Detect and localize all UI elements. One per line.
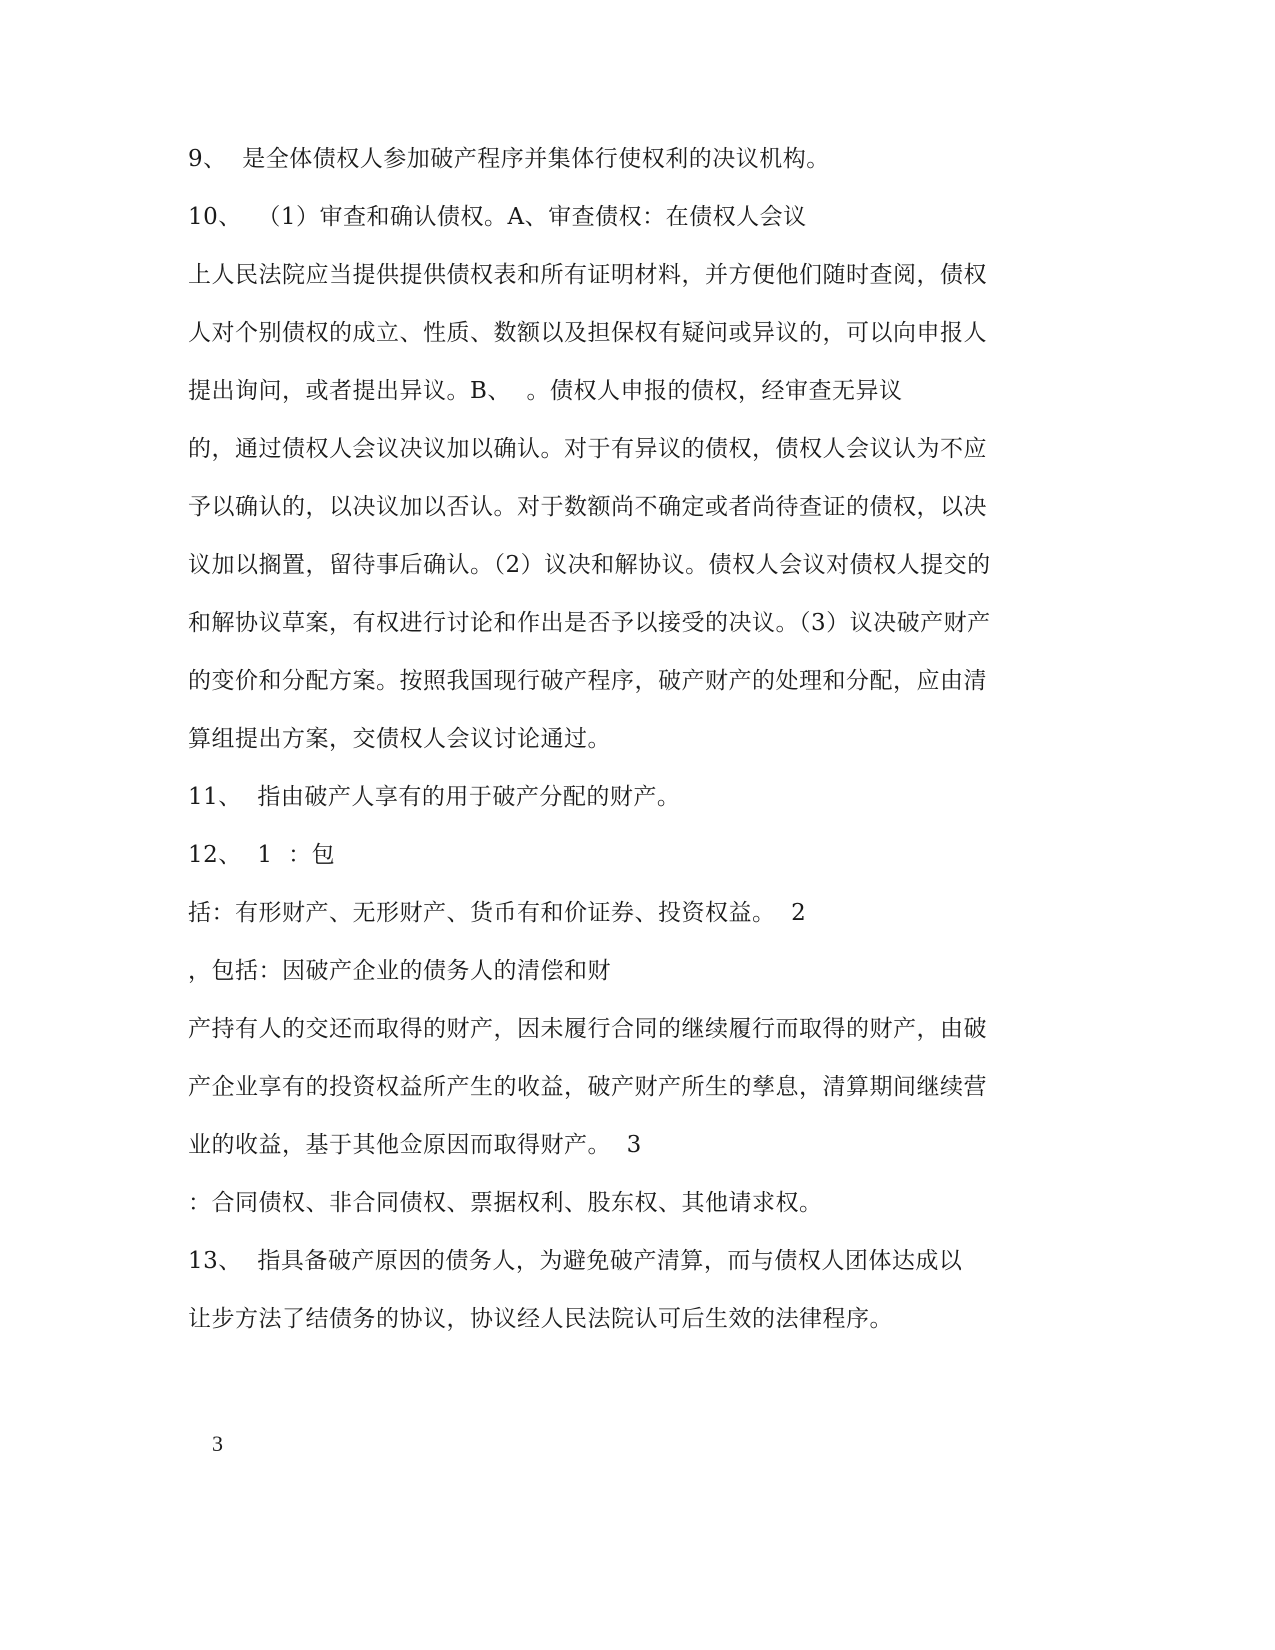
text-line-7: 予以确认的，以决议加以否认。对于数额尚不确定或者尚待查证的债权，以决 <box>188 494 987 520</box>
page-number: 3 <box>212 1431 223 1456</box>
text-line-3: 上人民法院应当提供提供债权表和所有证明材料，并方便他们随时查阅，债权 <box>188 262 987 288</box>
text-line-11: 算组提出方案，交债权人会议讨论通过。 <box>188 726 611 752</box>
text-line-9: 和解协议草案，有权进行讨论和作出是否予以接受的决议。（3）议决破产财产 <box>188 610 991 636</box>
text-line-4: 人对个别债权的成立、性质、数额以及担保权有疑问或异议的，可以向申报人 <box>188 320 987 346</box>
text-line-5: 提出询问，或者提出异议。B、 。债权人申报的债权，经审查无异议 <box>188 378 903 404</box>
text-line-16: 产持有人的交还而取得的财产，因未履行合同的继续履行而取得的财产，由破 <box>188 1016 987 1042</box>
text-line-8: 议加以搁置，留待事后确认。（2）议决和解协议。债权人会议对债权人提交的 <box>188 552 991 578</box>
text-line-10: 的变价和分配方案。按照我国现行破产程序，破产财产的处理和分配，应由清 <box>188 668 987 694</box>
text-line-2: 10、 （1）审查和确认债权。A、审查债权：在债权人会议 <box>188 204 807 230</box>
text-line-14: 括：有形财产、无形财产、货币有和价证券、投资权益。 2 <box>188 900 807 926</box>
text-line-15: ，包括：因破产企业的债务人的清偿和财 <box>188 958 611 984</box>
text-line-20: 13、 指具备破产原因的债务人，为避免破产清算，而与债权人团体达成以 <box>188 1248 963 1274</box>
text-line-12: 11、 指由破产人享有的用于破产分配的财产。 <box>188 784 681 810</box>
text-line-21: 让步方法了结债务的协议，协议经人民法院认可后生效的法律程序。 <box>188 1306 893 1332</box>
text-line-17: 产企业享有的投资权益所产生的收益，破产财产所生的孳息，清算期间继续营 <box>188 1074 987 1100</box>
text-line-13: 12、 1 ：包 <box>188 842 336 868</box>
text-line-19: ：合同债权、非合同债权、票据权利、股东权、其他请求权。 <box>188 1190 823 1216</box>
text-line-1: 9、 是全体债权人参加破产程序并集体行使权利的决议机构。 <box>188 146 830 172</box>
text-line-6: 的，通过债权人会议决议加以确认。对于有异议的债权，债权人会议认为不应 <box>188 436 987 462</box>
text-line-18: 业的收益，基于其他佥原因而取得财产。 3 <box>188 1132 642 1158</box>
